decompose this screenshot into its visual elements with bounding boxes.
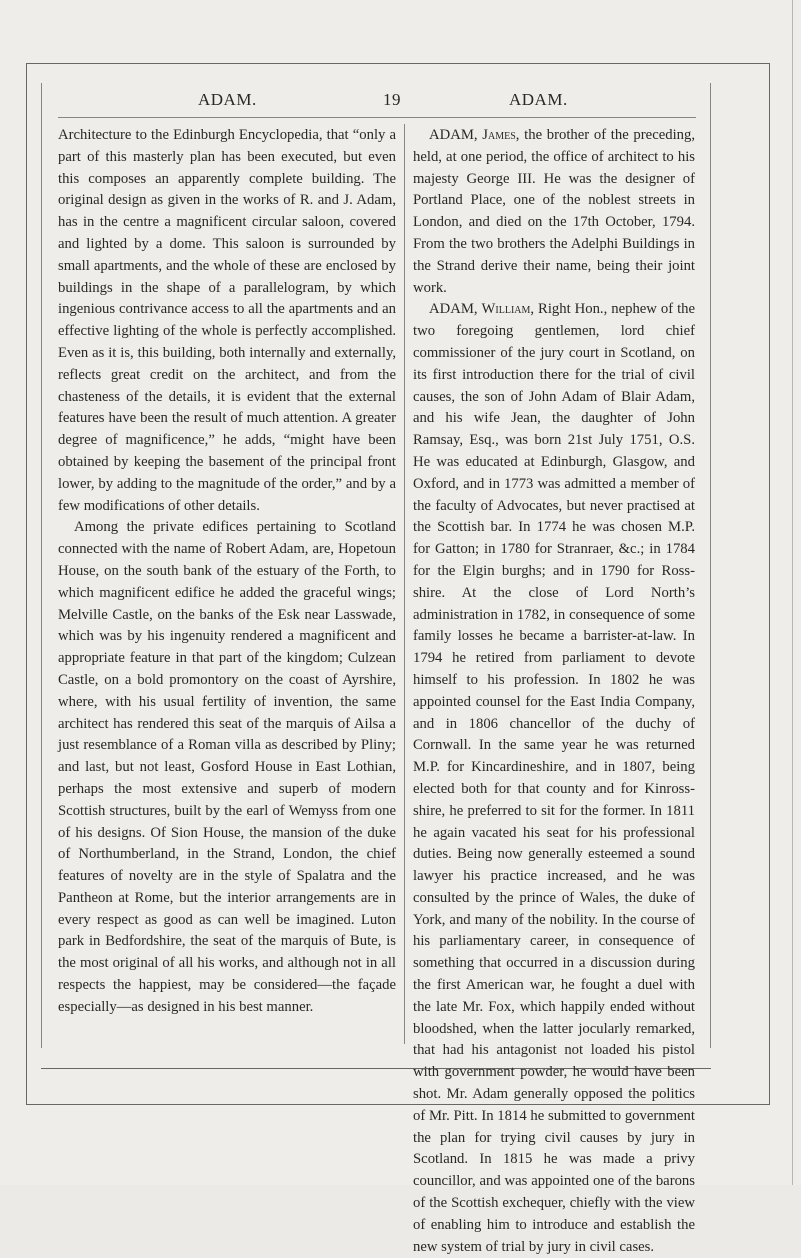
paragraph-architecture: Architecture to the Edinburgh Encyclopedia, that “only a part of this masterly plan has been executed, but even this composes an apparently complete building. The original design as given in the works of R. and J. Adam, has in the centre a magnificent circular saloon, covered and lighted by a dome. This saloon is surrounded by small apartments, and the whole of these are enclosed by buildings in the shape of a parallelogram, by which ingenious contrivance access to all the apartments and an effective lighting of the whole is perfectly accomplished. Even as it is, this building, both internally and externally, reflects great credit on the architect, and from the chasteness of the details, it is evident that the external features have been the result of much attention. A greater degree of magnificence,” he adds, “might have been obtained by keeping the basement of the principal front lower, by adding to the magnitude of the order,” and by a few modifications of other details. [58, 127, 396, 514]
left-column [58, 125, 396, 1019]
entry-surname: ADAM, [429, 301, 478, 318]
right-column [413, 125, 695, 1258]
entry-adam-james [413, 125, 695, 299]
entry-surname: ADAM, [429, 127, 478, 143]
entry-given-name: James, [482, 127, 520, 143]
entry-given-name: William, [481, 301, 535, 318]
header-right: ADAM. [509, 90, 568, 109]
paragraph-private-edifices: Among the private edifices pertaining to Scotland connected with the name of Robert Adam, are, Hopetoun House, on the south bank of the estuary of the Forth, to which magnificent edifice he added the graceful wings; Melville Castle, on the banks of the Esk near Lasswade, which was by his ingenuity rendered a magnificent and appropriate feature in that part of the kingdom; Culzean Castle, on a bold promontory on the coast of Ayrshire, where, with his usual fertility of invention, the same architect has rendered this seat of the marquis of Ailsa a just resemblance of a Roman villa as described by Pliny; and last, but not least, Gosford House in East Lothian, perhaps the most extensive and superb of modern Scottish structures, built by the earl of Wemyss from one of his designs. Of Sion House, the mansion of the duke of Northumberland, in the Strand, London, the chief features of novelty are in the style of Spalatra and the Pantheon at Rome, but the interior arrangements are in every respect as good as can well be imagined. Luton park in Bedfordshire, the seat of the marquis of Bute, is the most original of all his works, and although not in all respects the happiest, may be considered—the façade especially—as designed in his best manner. [58, 519, 396, 1015]
column-divider [404, 124, 405, 1044]
page-number: 19 [383, 90, 401, 109]
header-rule [58, 117, 696, 118]
edge-line [792, 0, 793, 1185]
entry-text: Right Hon., nephew of the two foregoing gentlemen, lord chief commissioner of the jury court in Scotland, on its first introduction there for the trial of civil causes, the son of John Adam of Blair Adam, and his wife Jean, the daughter of John Ramsay, Esq., was born 21st July 1751, O.S. He was educated at Edinburgh, Glasgow, and Oxford, and in 1773 was admitted a member of the faculty of Advocates, but never practised at the Scottish bar. In 1774 he was chosen M.P. for Gatton; in 1780 for Stranraer, &c.; in 1784 for the Elgin burghs; and in 1790 for Ross-shire. At the close of Lord North’s administration in 1782, in consequence of some family losses he became a barrister-at-law. In 1794 he retired from parliament to devote himself to his profession. In 1802 he was appointed counsel for the East India Company, and in 1806 chancellor of the duchy of Cornwall. In the same year he was returned M.P. for Kincardineshire, and in 1807, being elected both for that county and for Kinross-shire, he preferred to sit for the former. In 1811 he again vacated his seat for his professional duties. Being now generally esteemed a sound lawyer his practice increased, and he was consulted by the prince of Wales, the duke of York, and many of the nobility. In the course of his parliamentary career, in consequence of something that occurred in a discussion during the first American war, he fought a duel with the late Mr. Fox, which happily ended without bloodshed, when the latter jocularly remarked, that had his antagonist not loaded his pistol with government powder, he would have been shot. Mr. Adam generally opposed the politics of Mr. Pitt. In 1814 he submitted to government the plan for trying civil causes by jury in Scotland. In 1815 he was made a privy councillor, and was appointed one of the barons of the Scottish exchequer, chiefly with the view of enabling him to introduce and establish the new system of trial by jury in civil cases. [413, 301, 696, 1255]
entry-text: the brother of the preceding, held, at one period, the office of architect to his majesty George III. He was the designer of Portland Place, one of the noblest streets in London, and died on the 17th October, 1794. From the two brothers the Adelphi Buildings in the Strand derive their name, being their joint work. [413, 127, 696, 296]
running-header [0, 90, 801, 118]
entry-adam-william [413, 299, 695, 1258]
header-left: ADAM. [198, 90, 257, 109]
